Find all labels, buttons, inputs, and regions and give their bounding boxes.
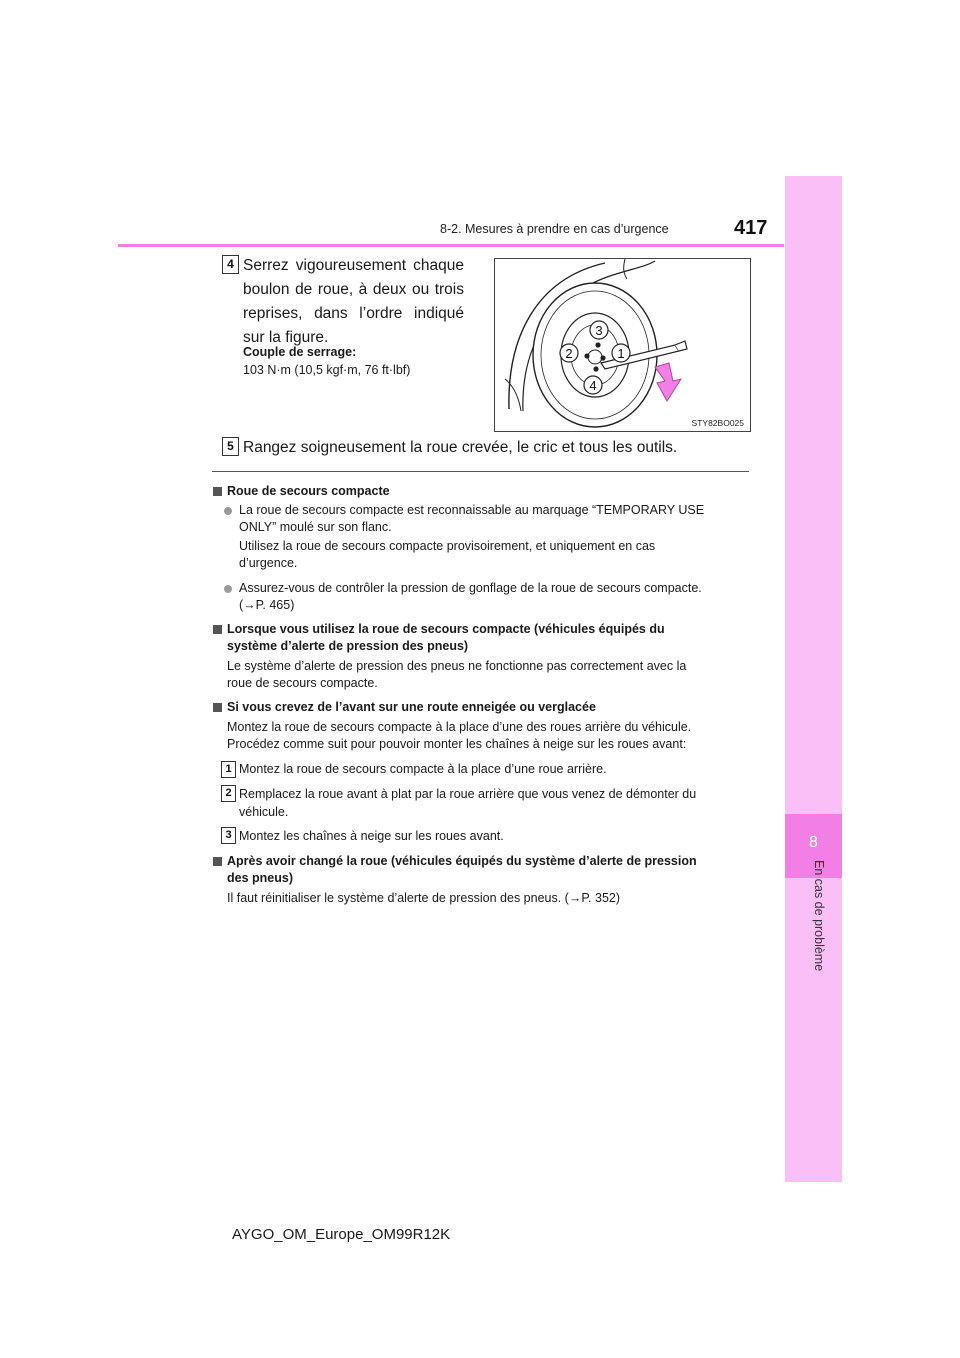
bolt-number-2: 2: [565, 346, 573, 361]
torque-value: 103 N·m (10,5 kgf·m, 76 ft·lbf): [243, 363, 411, 377]
torque-label: Couple de serrage:: [243, 345, 357, 359]
note-snow-text-l1: Montez la roue de secours compacte à la place d’une des roues arrière du véhicule.: [227, 720, 692, 734]
compact-spare-b2-l2[interactable]: (→P. 465): [239, 598, 295, 612]
page-number: 417: [734, 217, 768, 239]
bolt-number-1: 1: [617, 346, 625, 361]
heading-square-icon: [213, 857, 222, 866]
note-tpws-text-l2: roue de secours compacte.: [227, 676, 378, 690]
step-4-text: Serrez vigoureusement chaque boulon de roue, à deux ou trois reprises, dans l’ordre indiqué sur la figure.: [243, 257, 464, 346]
chapter-number: 8: [809, 834, 818, 851]
heading-square-icon: [213, 703, 222, 712]
substep-badge-3: 3: [221, 827, 236, 844]
note-tpws-title-l1: Lorsque vous utilisez la roue de secours compacte (véhicules équipés du: [227, 622, 665, 636]
compact-spare-b1-l3: Utilisez la roue de secours compacte provisoirement, et uniquement en cas: [239, 539, 656, 553]
wheel-bolt-figure: [494, 258, 751, 432]
heading-square-icon: [213, 625, 222, 634]
bolt-number-3: 3: [595, 323, 603, 338]
substep-badge-2: 2: [221, 785, 236, 802]
chapter-label: En cas de problème: [812, 860, 826, 972]
compact-spare-b1-l2: ONLY” moulé sur son flanc.: [239, 520, 392, 534]
wheel-illustration: [495, 259, 750, 431]
step-5-text: Rangez soigneusement la roue crevée, le cric et tous les outils.: [243, 439, 678, 456]
step-badge-4: 4: [222, 255, 239, 274]
note-tpws-text-l1: Le système d’alerte de pression des pneus ne fonctionne pas correctement avec la: [227, 659, 687, 673]
bolt-number-4: 4: [589, 378, 597, 393]
note-tpws-title-l2: système d’alerte de pression des pneus): [227, 639, 469, 653]
note-snow-title: Si vous crevez de l’avant sur une route enneigée ou verglacée: [227, 700, 596, 714]
substep-2-line1: Remplacez la roue avant à plat par la roue arrière que vous venez de démonter du: [239, 787, 697, 801]
compact-spare-b1-l4: d’urgence.: [239, 556, 298, 570]
note-after-title-l1: Après avoir changé la roue (véhicules équipés du système d’alerte de pression: [227, 854, 697, 868]
substep-badge-1: 1: [221, 761, 236, 778]
substep-3-text: Montez les chaînes à neige sur les roues avant.: [239, 829, 504, 843]
bullet-dot-icon: [224, 507, 232, 515]
section-title: 8-2. Mesures à prendre en cas d’urgence: [440, 222, 669, 236]
compact-spare-b1-l1: La roue de secours compacte est reconnaissable au marquage “TEMPORARY USE: [239, 503, 705, 517]
substep-2-line2: véhicule.: [239, 805, 289, 819]
chapter-side-tab: [785, 176, 842, 1182]
note-after-title-l2: des pneus): [227, 871, 293, 885]
header-rule: [118, 244, 784, 247]
substep-1-text: Montez la roue de secours compacte à la place d’une roue arrière.: [239, 762, 607, 776]
note-after-text: Il faut réinitialiser le système d’alerte de pression des pneus. (→P. 352): [227, 891, 621, 905]
step-badge-5: 5: [222, 437, 239, 456]
section-divider: [212, 471, 749, 472]
bullet-dot-icon: [224, 585, 232, 593]
document-code: AYGO_OM_Europe_OM99R12K: [232, 1226, 451, 1243]
note-snow-text-l2: Procédez comme suit pour pouvoir monter les chaînes à neige sur les roues avant:: [227, 737, 687, 751]
figure-code: STY82BO025: [691, 418, 744, 428]
note-compact-spare-title: Roue de secours compacte: [227, 484, 390, 498]
heading-square-icon: [213, 487, 222, 496]
compact-spare-b2-l1: Assurez-vous de contrôler la pression de gonflage de la roue de secours compacte.: [239, 581, 702, 595]
